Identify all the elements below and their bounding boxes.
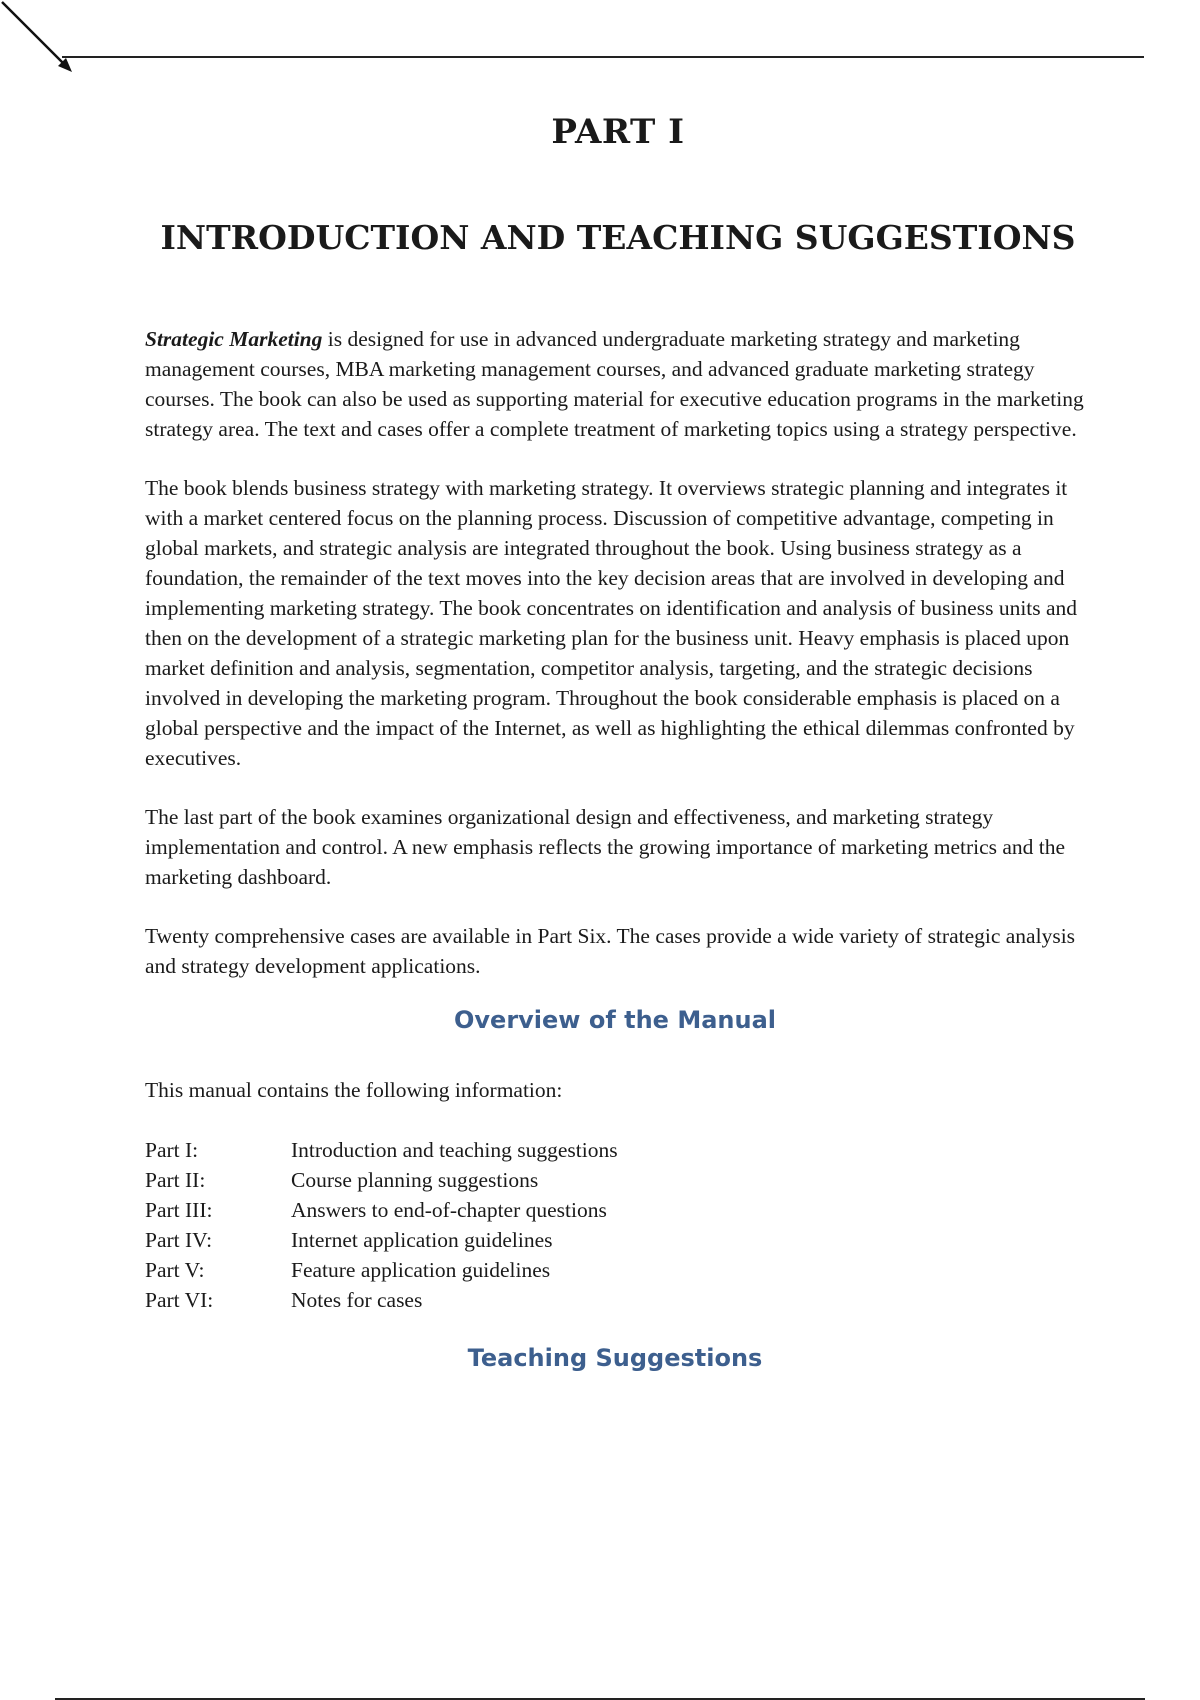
- list-item-part: Part I:: [145, 1138, 199, 1162]
- intro-paragraph-2: The book blends business strategy with marketing strategy. It overviews strategic planning and integrates it with a market centered focus on the planning process. Discussion of competitive advantage, competing in global markets, and strategic analysis are integrated throughout the book. Using business strategy as a foundation, the remainder of the text moves into the key decision areas that are involved in developing and implementing marketing strategy. The book concentrates on identification and analysis of business units and then on the development of a strategic marketing plan for the business unit. Heavy emphasis is placed upon market definition and analysis, segmentation, competitor analysis, targeting, and the strategic decisions involved in developing the marketing program. Throughout the book considerable emphasis is placed on a global perspective and the impact of the Internet, as well as highlighting the ethical dilemmas confronted by executives.: [145, 476, 1078, 770]
- list-item: [145, 1135, 1095, 1165]
- intro-paragraph-3: The last part of the book examines organizational design and effectiveness, and marketing strategy implementation and control. A new emphasis reflects the growing importance of marketing metrics and the marketing dashboard.: [145, 805, 1066, 889]
- document-body: [145, 324, 1095, 1413]
- part-title: PART I: [551, 112, 685, 152]
- book-title: Strategic Marketing: [145, 327, 323, 351]
- overview-lead: This manual contains the following information:: [145, 1078, 563, 1102]
- list-item: [145, 1255, 1095, 1285]
- list-item: [145, 1165, 1095, 1195]
- intro-paragraph-4: Twenty comprehensive cases are available in Part Six. The cases provide a wide variety of strategic analysis and strategy development applications.: [145, 924, 1076, 978]
- list-item-part: Part III:: [145, 1198, 213, 1222]
- teaching-suggestions-heading: Teaching Suggestions: [467, 1344, 763, 1372]
- list-item-description: Introduction and teaching suggestions: [291, 1138, 618, 1162]
- list-item-part: Part II:: [145, 1168, 206, 1192]
- list-item-description: Answers to end-of-chapter questions: [291, 1198, 607, 1222]
- list-item: [145, 1285, 1095, 1315]
- list-item-description: Notes for cases: [291, 1288, 423, 1312]
- list-item-description: Feature application guidelines: [291, 1258, 551, 1282]
- list-item-description: Course planning suggestions: [291, 1168, 539, 1192]
- manual-contents-list: [145, 1135, 1095, 1315]
- list-item: [145, 1225, 1095, 1255]
- intro-paragraph-1-text: is designed for use in advanced undergraduate marketing strategy and marketing management courses, MBA marketing management courses, and advanced graduate marketing strategy courses. The book can also be used as supporting material for executive education programs in the marketing strategy area. The text and cases offer a complete treatment of marketing topics using a strategy perspective.: [145, 327, 1084, 441]
- list-item-part: Part IV:: [145, 1228, 213, 1252]
- corner-arrow-icon: [0, 0, 90, 90]
- intro-paragraph-1: [145, 324, 1095, 444]
- header-rule: [62, 56, 1144, 58]
- list-item: [145, 1195, 1095, 1225]
- list-item-part: Part VI:: [145, 1288, 214, 1312]
- overview-heading: Overview of the Manual: [454, 1006, 776, 1034]
- page-title: INTRODUCTION AND TEACHING SUGGESTIONS: [160, 218, 1076, 257]
- list-item-description: Internet application guidelines: [291, 1228, 553, 1252]
- list-item-part: Part V:: [145, 1258, 205, 1282]
